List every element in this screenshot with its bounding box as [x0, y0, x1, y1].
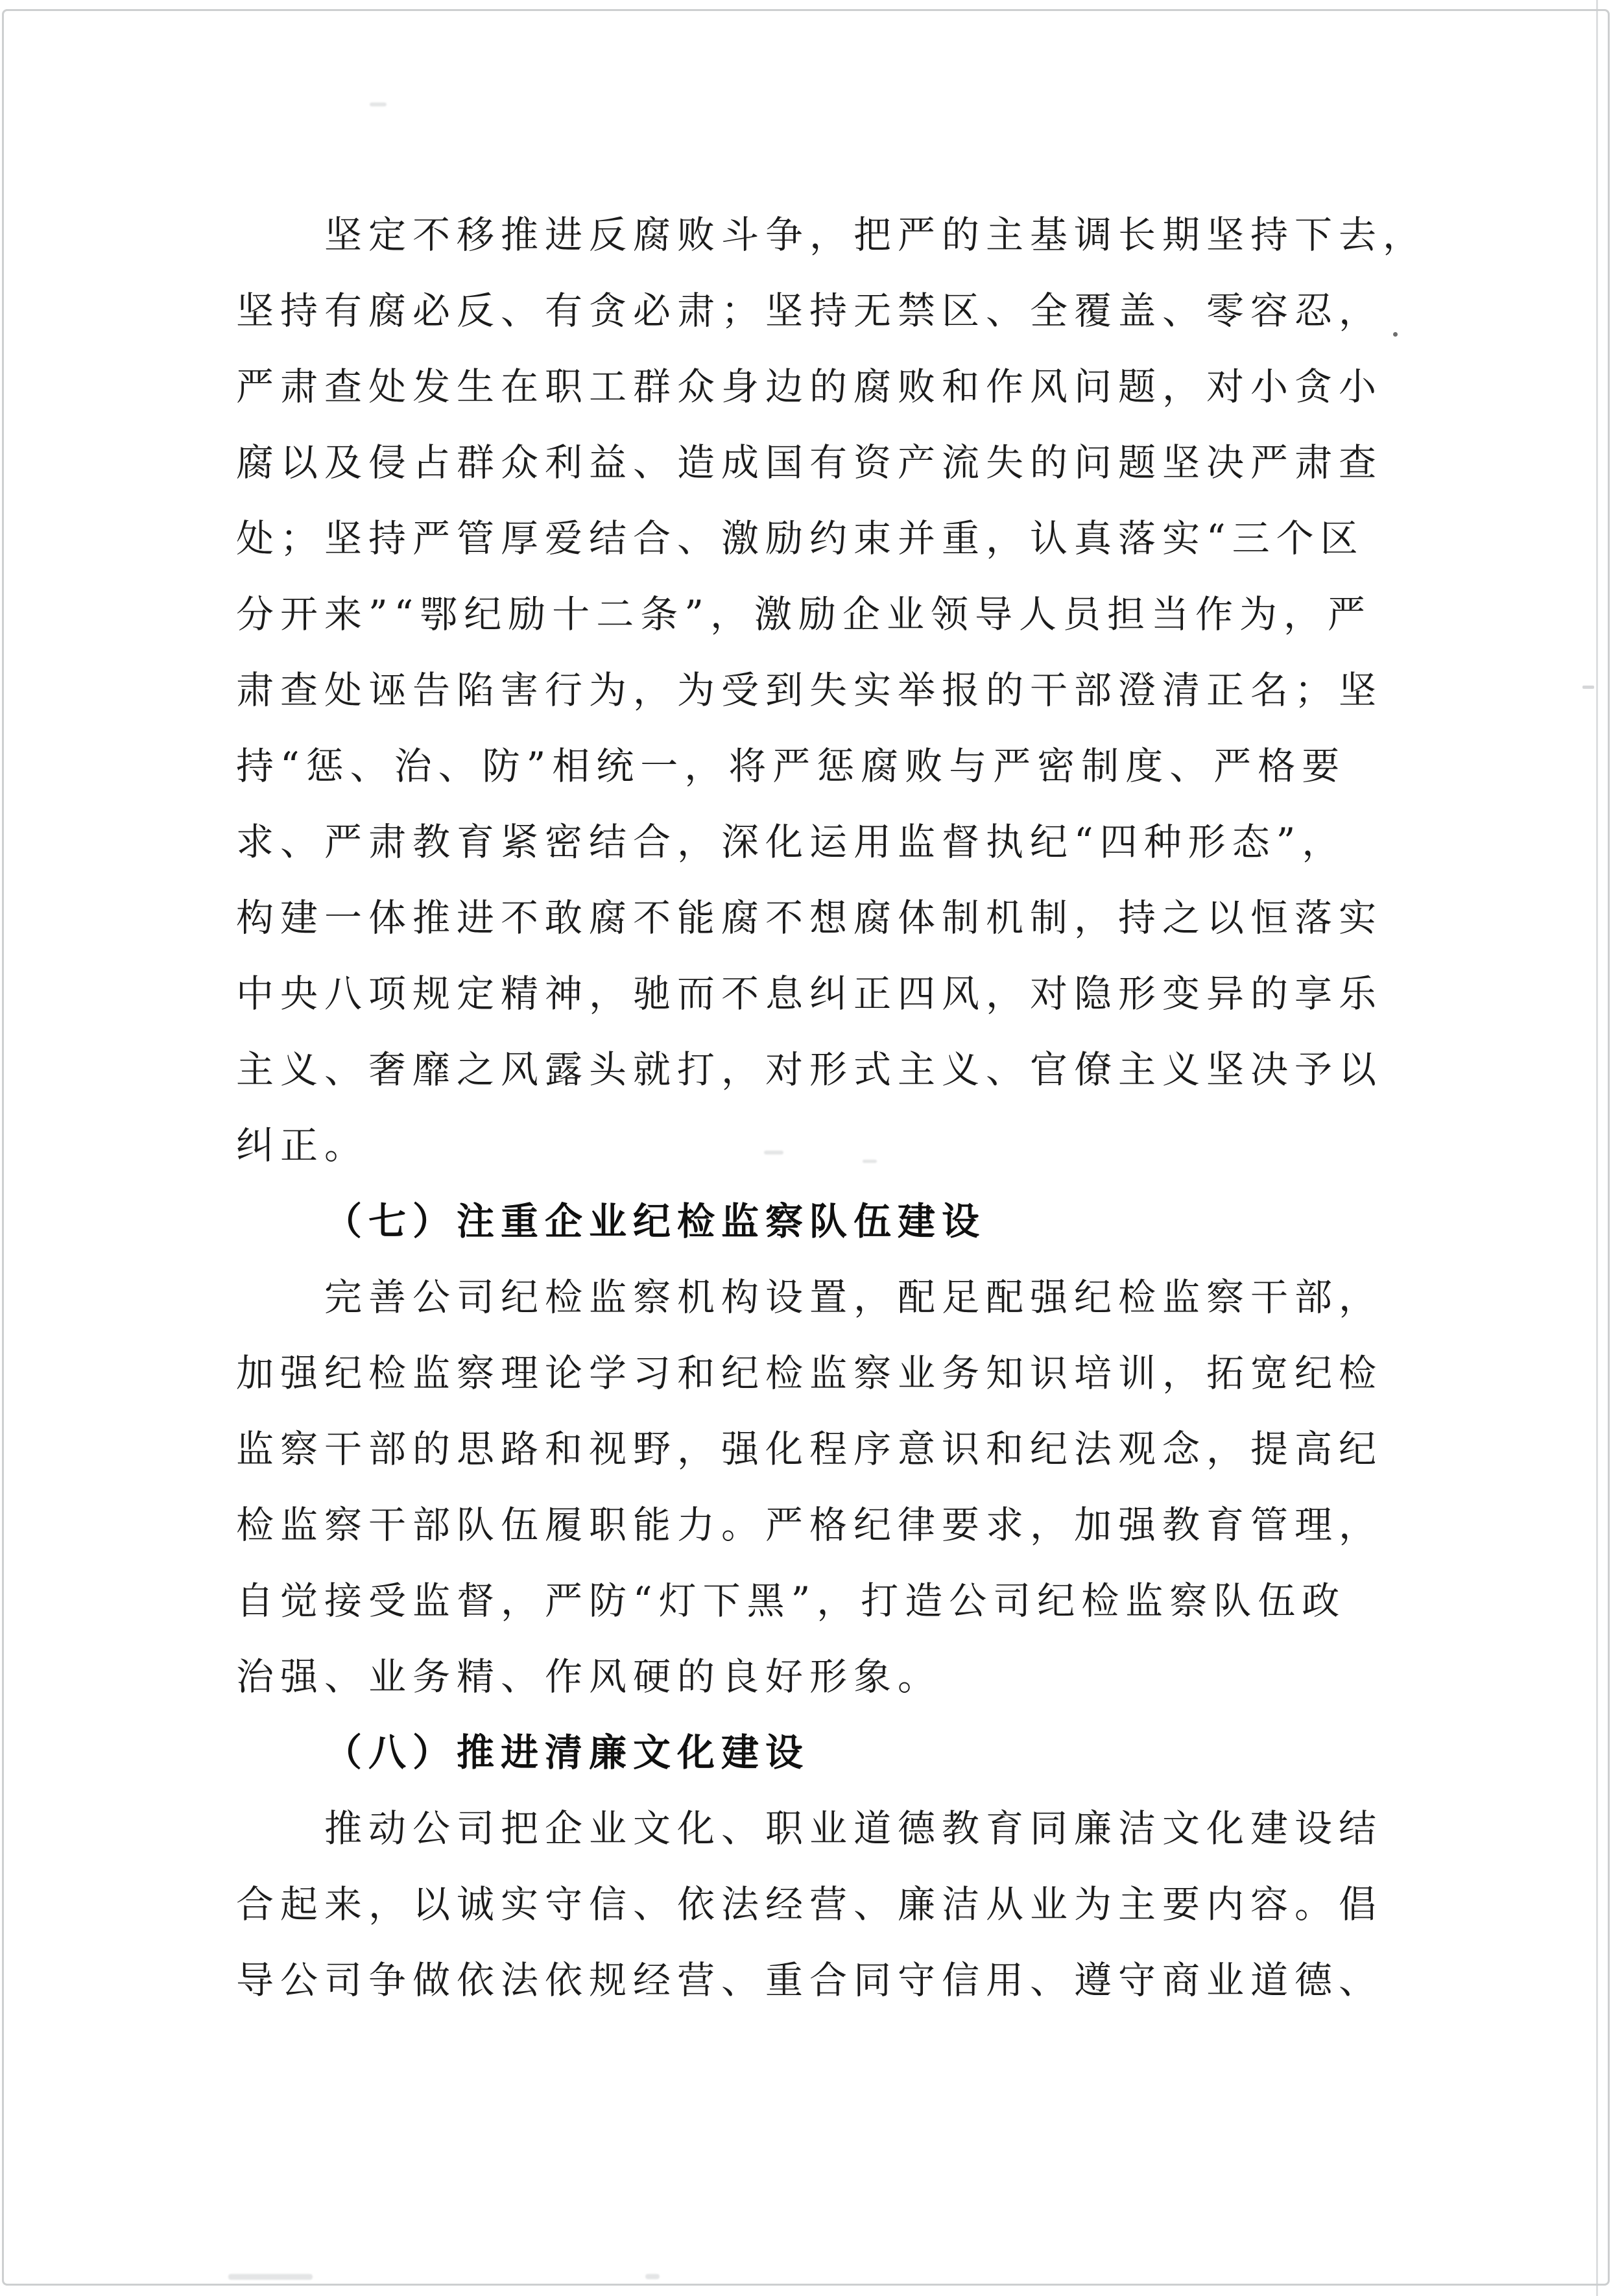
scan-page-edge-line: [1596, 0, 1598, 2296]
text-line: 坚定不移推进反腐败斗争，把严的主基调长期坚持下去，: [324, 213, 1427, 257]
text-line: 持“惩、治、防”相统一，将严惩腐败与严密制度、严格要: [236, 744, 1346, 788]
text-line: 监察干部的思路和视野，强化程序意识和纪法观念，提高纪: [236, 1427, 1383, 1471]
text-line: 加强纪检监察理论学习和纪检监察业务知识培训，拓宽纪检: [236, 1351, 1383, 1395]
scan-mark: [1582, 686, 1594, 689]
scan-smudge: [863, 1160, 877, 1163]
scan-smudge: [370, 102, 387, 106]
text-line: 中央八项规定精神，驰而不息纠正四风，对隐形变异的享乐: [236, 972, 1383, 1016]
text-line: 严肃查处发生在职工群众身边的腐败和作风问题，对小贪小: [236, 365, 1383, 409]
text-line: 检监察干部队伍履职能力。严格纪律要求，加强教育管理，: [236, 1503, 1383, 1547]
document-text: [236, 197, 1427, 2018]
text-line: 完善公司纪检监察机构设置，配足配强纪检监察干部，: [324, 1275, 1383, 1319]
text-line: 自觉接受监督，严防“灯下黑”，打造公司纪检监察队伍政: [236, 1579, 1346, 1623]
scan-smudge: [645, 2274, 660, 2279]
scan-smudge: [228, 2274, 313, 2280]
section-heading-7: （七）注重企业纪检监察队伍建设: [324, 1199, 986, 1243]
text-line: 纠正。: [236, 1123, 369, 1167]
text-line: 导公司争做依法依规经营、重合同守信用、遵守商业道德、: [236, 1958, 1383, 2002]
text-line: 治强、业务精、作风硬的良好形象。: [236, 1655, 942, 1699]
text-line: 处；坚持严管厚爱结合、激励约束并重，认真落实“三个区: [236, 516, 1365, 560]
text-line: 合起来，以诚实守信、依法经营、廉洁从业为主要内容。倡: [236, 1882, 1383, 1926]
text-line: 推动公司把企业文化、职业道德教育同廉洁文化建设结: [324, 1806, 1383, 1850]
ink-speck: [1393, 332, 1398, 337]
text-line: 分开来”“鄂纪励十二条”，激励企业领导人员担当作为，严: [236, 592, 1372, 636]
text-line: 坚持有腐必反、有贪必肃；坚持无禁区、全覆盖、零容忍，: [236, 289, 1383, 333]
text-line: 主义、奢靡之风露头就打，对形式主义、官僚主义坚决予以: [236, 1047, 1383, 1092]
scan-smudge: [764, 1151, 783, 1154]
text-line: 腐以及侵占群众利益、造成国有资产流失的问题坚决严肃查: [236, 440, 1383, 484]
section-heading-8: （八）推进清廉文化建设: [324, 1730, 810, 1775]
text-line: 肃查处诬告陷害行为，为受到失实举报的干部澄清正名；坚: [236, 668, 1383, 712]
text-line: 构建一体推进不敢腐不能腐不想腐体制机制，持之以恒落实: [236, 896, 1383, 940]
text-line: 求、严肃教育紧密结合，深化运用监督执纪“四种形态”，: [236, 820, 1346, 864]
